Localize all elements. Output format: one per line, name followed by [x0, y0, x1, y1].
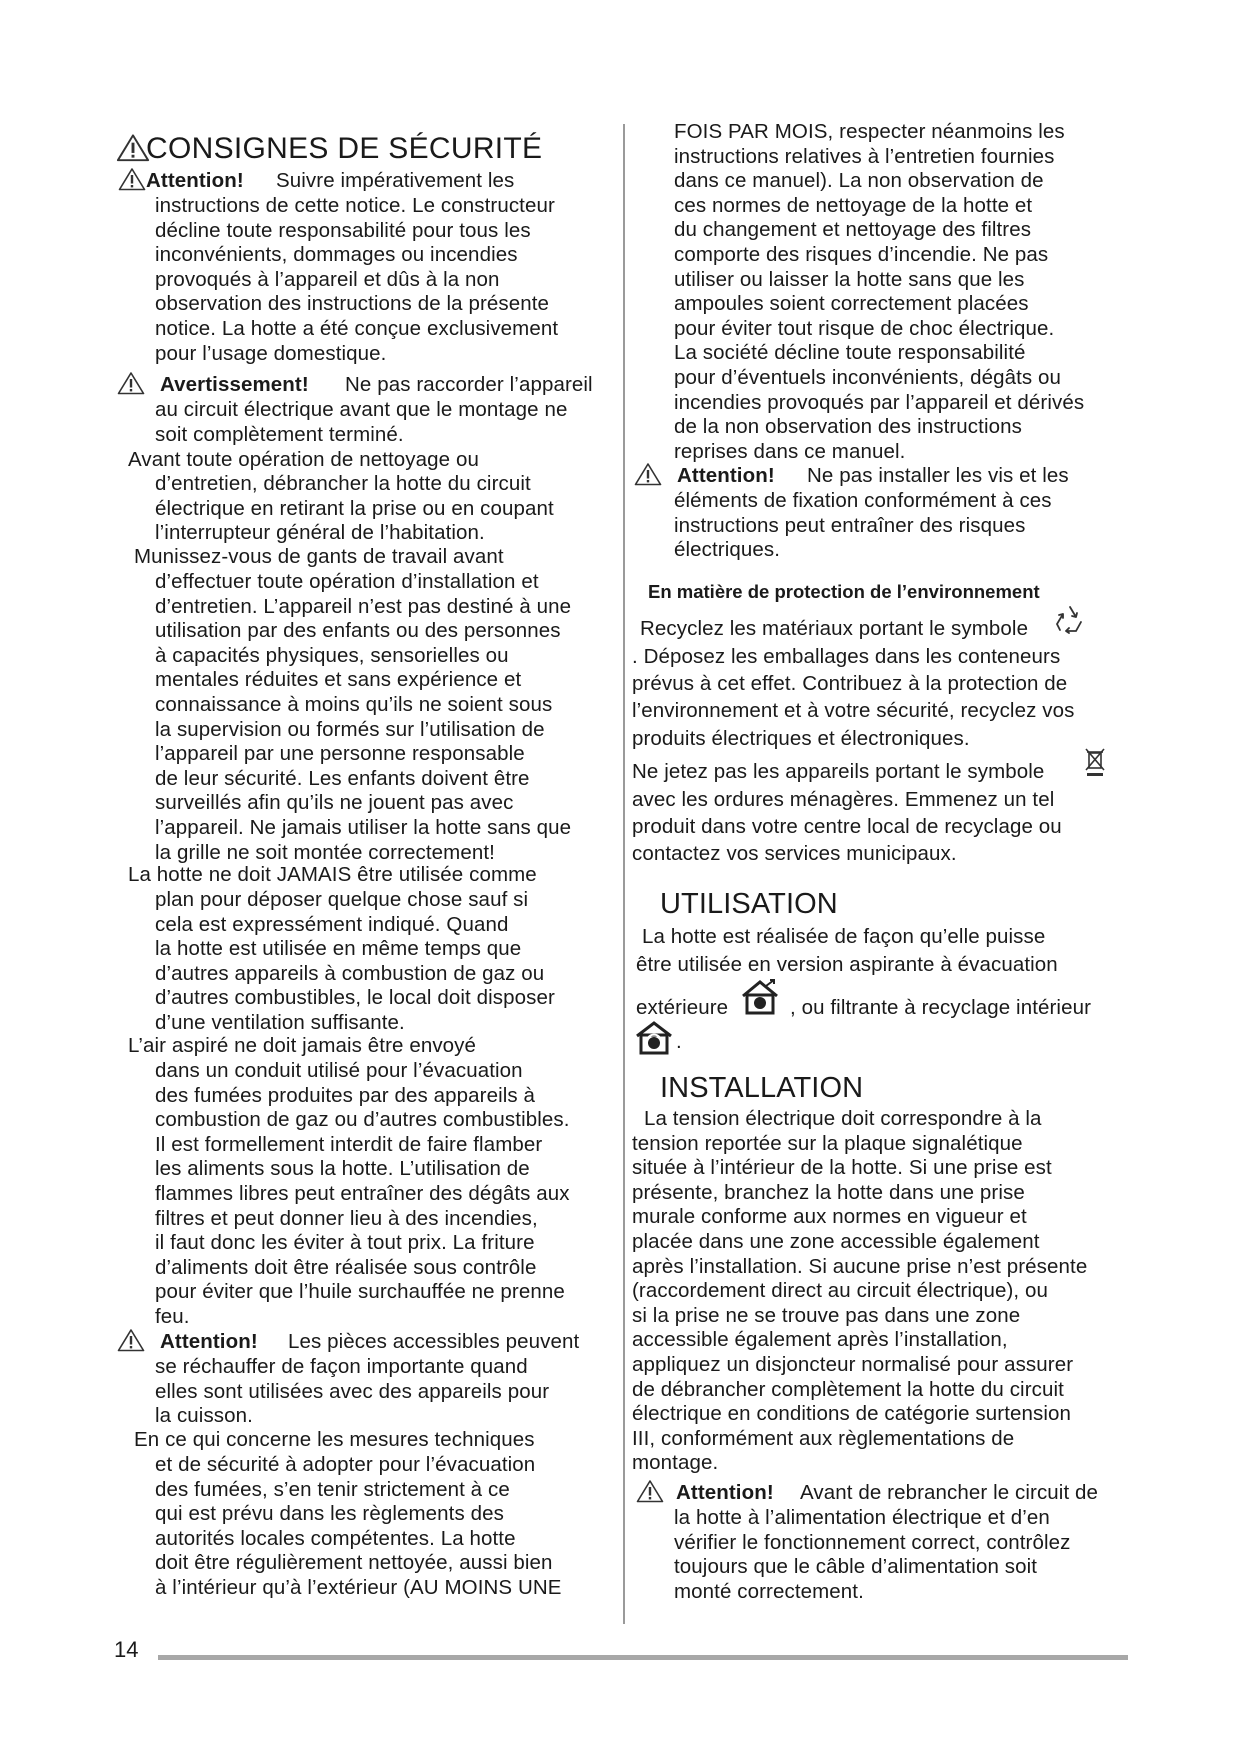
- environment-heading: En matière de protection de l’environnement: [648, 581, 1040, 602]
- utilisation-line: extérieure: [636, 996, 729, 1019]
- text-line: des fumées, s’en tenir strictement à ce: [155, 1477, 510, 1501]
- text-line: . Déposez les emballages dans les conteneurs: [632, 645, 1061, 668]
- page-number: 14: [114, 1637, 139, 1662]
- utilisation-line: .: [676, 1030, 682, 1053]
- text-line: pour l’usage domestique.: [155, 341, 387, 365]
- text-line: (raccordement direct au circuit électrique), ou: [632, 1279, 1049, 1303]
- text-line: accessible également après l’installation,: [632, 1328, 1008, 1352]
- text-line: produit dans votre centre local de recyclage ou: [632, 815, 1062, 839]
- text-line: combustion de gaz ou d’autres combustibles.: [155, 1108, 570, 1132]
- text-line: ampoules soient correctement placées: [674, 292, 1029, 316]
- text-line: elles sont utilisées avec des appareils pour: [155, 1379, 550, 1403]
- text-line: La tension électrique doit correspondre à la: [644, 1107, 1042, 1130]
- text-line: pour d’éventuels inconvénients, dégâts ou: [674, 366, 1062, 389]
- recycle-icon: [1054, 604, 1086, 639]
- text-line: vérifier le fonctionnement correct, contrôlez: [674, 1530, 1071, 1554]
- text-line: située à l’intérieur de la hotte. Si une prise est: [632, 1156, 1052, 1180]
- text-line: pour éviter tout risque de choc électrique.: [674, 316, 1055, 340]
- text-line: des fumées produites par des appareils à: [155, 1083, 536, 1107]
- text-line: notice. La hotte a été conçue exclusivement: [155, 317, 559, 340]
- weee-line: Ne jetez pas les appareils portant le symbole: [632, 760, 1045, 783]
- text-line: la hotte à l’alimentation électrique et d’en: [674, 1506, 1050, 1529]
- text-line: l’interrupteur général de l’habitation.: [155, 521, 485, 545]
- text-line: incendies provoqués par l’appareil et dérivés: [674, 390, 1085, 414]
- text-line: l’appareil. Ne jamais utiliser la hotte sans que: [155, 816, 572, 839]
- text-line: d’autres appareils à combustion de gaz ou: [155, 961, 545, 985]
- text-line: flammes libres peut entraîner des dégâts aux: [155, 1182, 570, 1205]
- text-line: de débrancher complètement la hotte du circuit: [632, 1377, 1064, 1401]
- column-divider: [623, 124, 625, 1624]
- text-line: qui est prévu dans les règlements des: [155, 1502, 504, 1526]
- text-line: et de sécurité à adopter pour l’évacuation: [155, 1453, 536, 1476]
- paragraph-first-line: En ce qui concerne les mesures techniques: [134, 1428, 535, 1451]
- text-line: prévus à cet effet. Contribuez à la protection de: [632, 672, 1068, 696]
- text-line: placée dans une zone accessible également: [632, 1230, 1040, 1253]
- text-line: III, conformément aux règlementations de: [632, 1426, 1015, 1450]
- text-line: avec les ordures ménagères. Emmenez un tel: [632, 788, 1055, 811]
- text-line: décline toute responsabilité pour tous les: [155, 218, 531, 242]
- text-line: l’environnement et à votre sécurité, recyclez vos: [632, 699, 1075, 723]
- paragraph-first-line: Munissez-vous de gants de travail avant: [134, 545, 504, 568]
- text-line: électrique en conditions de catégorie surtension: [632, 1402, 1071, 1426]
- text-line: tension reportée sur la plaque signalétique: [632, 1131, 1023, 1155]
- text-line: ces normes de nettoyage de la hotte et: [674, 193, 1033, 217]
- text-line: électrique en retirant la prise ou en coupant: [155, 496, 554, 520]
- text-line: de la non observation des instructions: [674, 415, 1022, 439]
- text-line: dans un conduit utilisé pour l’évacuation: [155, 1059, 523, 1082]
- text-line: montage.: [632, 1451, 719, 1475]
- warning-triangle-icon: [118, 167, 146, 191]
- text-line: si la prise ne se trouve pas dans une zone: [632, 1303, 1021, 1327]
- paragraph-first-line: La hotte ne doit JAMAIS être utilisée comme: [128, 863, 537, 886]
- text-line: de leur sécurité. Les enfants doivent être: [155, 766, 530, 790]
- text-line: la grille ne soit montée correctement!: [155, 840, 495, 864]
- text-line: d’aliments doit être réalisée sous contrôle: [155, 1255, 537, 1279]
- footer-rule: [158, 1655, 1128, 1660]
- utilisation-line: , ou filtrante à recyclage intérieur: [790, 996, 1091, 1019]
- warning-triangle-icon: [636, 1479, 664, 1503]
- text-line: dans ce manuel). La non observation de: [674, 169, 1044, 193]
- utilisation-line: La hotte est réalisée de façon qu’elle puisse: [642, 925, 1046, 948]
- text-line: comporte des risques d’incendie. Ne pas: [674, 243, 1049, 266]
- text-line: autorités locales compétentes. La hotte: [155, 1526, 516, 1550]
- text-line: d’entretien. L’appareil n’est pas destiné à une: [155, 594, 572, 618]
- text-line: toujours que le câble d’alimentation soit: [674, 1555, 1038, 1579]
- attention-label: Attention!: [677, 464, 775, 487]
- attention-text: Ne pas installer les vis et les: [807, 464, 1069, 487]
- text-line: instructions relatives à l’entretien fournies: [674, 144, 1055, 168]
- section-title-installation: INSTALLATION: [660, 1072, 864, 1104]
- utilisation-line: être utilisée en version aspirante à évacuation: [636, 953, 1058, 976]
- text-line: après l’installation. Si aucune prise n’est présente: [632, 1254, 1088, 1278]
- text-line: au circuit électrique avant que le montage ne: [155, 398, 568, 421]
- text-line: la supervision ou formés sur l’utilisation de: [155, 717, 545, 741]
- text-line: d’une ventilation suffisante.: [155, 1011, 405, 1034]
- warning-label: Avertissement!: [160, 373, 309, 396]
- crossed-bin-icon: [1084, 746, 1106, 783]
- text-line: feu.: [155, 1305, 190, 1328]
- text-line: pour éviter que l’huile surchauffée ne prenne: [155, 1280, 565, 1304]
- recycle-line: Recyclez les matériaux portant le symbole: [640, 617, 1029, 640]
- text-line: FOIS PAR MOIS, respecter néanmoins les: [674, 120, 1065, 143]
- text-line: plan pour déposer quelque chose sauf si: [155, 888, 529, 911]
- text-line: utiliser ou laisser la hotte sans que les: [674, 267, 1025, 291]
- text-line: provoqués à l’appareil et dûs à la non: [155, 267, 500, 291]
- text-line: les aliments sous la hotte. L’utilisation de: [155, 1157, 530, 1181]
- text-line: cela est expressément indiqué. Quand: [155, 912, 509, 936]
- text-line: présente, branchez la hotte dans une prise: [632, 1180, 1025, 1204]
- text-line: la hotte est utilisée en même temps que: [155, 937, 522, 961]
- text-line: électriques.: [674, 538, 781, 562]
- paragraph-first-line: Avant toute opération de nettoyage ou: [128, 448, 479, 471]
- text-line: contactez vos services municipaux.: [632, 842, 957, 866]
- attention-text: Les pièces accessibles peuvent: [288, 1330, 580, 1353]
- text-line: inconvénients, dommages ou incendies: [155, 243, 518, 267]
- text-line: à l’intérieur qu’à l’extérieur (AU MOINS UNE: [155, 1576, 562, 1599]
- text-line: Il est formellement interdit de faire flamber: [155, 1132, 543, 1156]
- text-line: filtres et peut donner lieu à des incendies,: [155, 1206, 538, 1230]
- warning-triangle-icon: [117, 371, 145, 395]
- attention-label: Attention!: [676, 1481, 774, 1504]
- text-line: d’autres combustibles, le local doit disposer: [155, 986, 555, 1010]
- extraction-mode-icon: [740, 978, 780, 1021]
- text-line: mentales réduites et sans expérience et: [155, 668, 522, 692]
- text-line: à capacités physiques, sensorielles ou: [155, 643, 509, 667]
- text-line: du changement et nettoyage des filtres: [674, 218, 1032, 242]
- text-line: surveillés afin qu’ils ne jouent pas avec: [155, 791, 514, 815]
- text-line: soit complètement terminé.: [155, 422, 404, 446]
- text-line: l’appareil par une personne responsable: [155, 742, 525, 766]
- text-line: il faut donc les éviter à tout prix. La friture: [155, 1231, 535, 1255]
- attention-label: Attention!: [146, 169, 244, 192]
- text-line: appliquez un disjoncteur normalisé pour assurer: [632, 1353, 1074, 1376]
- text-line: d’entretien, débrancher la hotte du circuit: [155, 472, 531, 495]
- text-line: instructions peut entraîner des risques: [674, 513, 1026, 537]
- warning-text: Ne pas raccorder l’appareil: [345, 373, 593, 396]
- text-line: instructions de cette notice. Le constructeur: [155, 194, 555, 217]
- text-line: reprises dans ce manuel.: [674, 439, 906, 463]
- section-title-safety: CONSIGNES DE SÉCURITÉ: [146, 132, 543, 165]
- text-line: La société décline toute responsabilité: [674, 341, 1026, 365]
- warning-triangle-icon: [117, 1328, 145, 1352]
- attention-label: Attention!: [160, 1330, 258, 1353]
- section-title-utilisation: UTILISATION: [660, 888, 838, 920]
- text-line: produits électriques et électroniques.: [632, 726, 970, 750]
- text-line: murale conforme aux normes en vigueur et: [632, 1205, 1027, 1229]
- recirculation-mode-icon: [634, 1020, 674, 1061]
- text-line: connaissance à moins qu’ils ne soient sous: [155, 693, 553, 716]
- text-line: observation des instructions de la présente: [155, 292, 550, 316]
- attention-text: Suivre impérativement les: [276, 169, 515, 192]
- warning-triangle-icon: [116, 133, 150, 162]
- warning-triangle-icon: [634, 462, 662, 486]
- text-line: éléments de fixation conformément à ces: [674, 489, 1052, 512]
- attention-text: Avant de rebrancher le circuit de: [800, 1481, 1099, 1504]
- paragraph-first-line: L’air aspiré ne doit jamais être envoyé: [128, 1034, 477, 1057]
- text-line: doit être régulièrement nettoyée, aussi bien: [155, 1551, 553, 1575]
- text-line: monté correctement.: [674, 1579, 864, 1603]
- text-line: utilisation par des enfants ou des personnes: [155, 619, 561, 643]
- text-line: se réchauffer de façon importante quand: [155, 1355, 528, 1378]
- text-line: la cuisson.: [155, 1404, 253, 1428]
- text-line: d’effectuer toute opération d’installation et: [155, 570, 539, 593]
